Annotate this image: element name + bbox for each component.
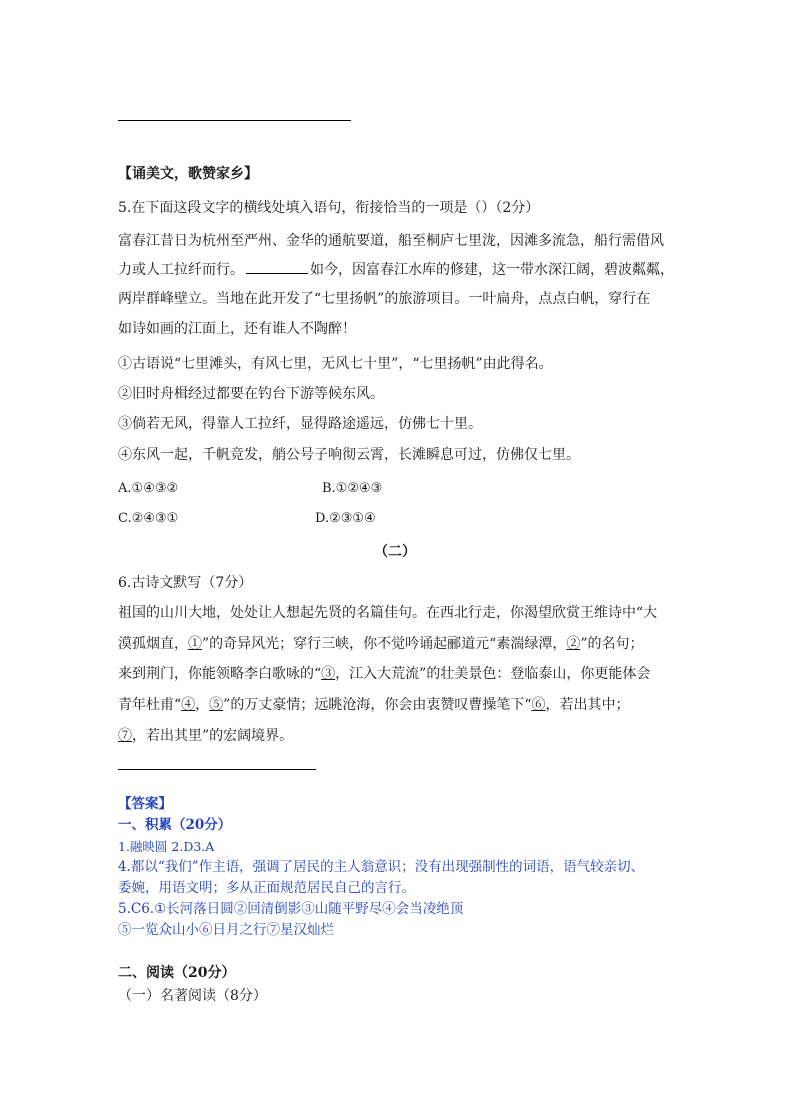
q6-line-4b: ”的万丈豪情；远眺沧海，你会由衷赞叹曹操笔下“: [223, 697, 532, 713]
q6-line-2: [118, 633, 644, 653]
section-title: 【诵美文，歌赞家乡】: [118, 166, 258, 182]
q5-option-c: C.②④③①: [118, 511, 179, 526]
answer-1: 1.融映圆 2.D3.A: [118, 839, 215, 854]
q6-line-3a: 来到荆门，你能领略李白歌咏的“: [118, 666, 322, 682]
answers-part-2-sub: （一）名著阅读（8分）: [118, 988, 267, 1004]
q5-option-d: D.②③①④: [315, 511, 376, 526]
answer-4-line-1: 4.都以“我们”作主语，强调了居民的主人翁意识；没有出现强制性的词语，语气较亲切、: [118, 859, 645, 875]
q6-line-4: [118, 694, 630, 714]
q5-passage-line-3: 两岸群峰壁立。当地在此开发了“七里扬帆”的旅游项目。一叶扁舟，点点白帆，穿行在: [118, 291, 651, 307]
q6-line-5b: ，若出其里”的宏阔境界。: [132, 728, 294, 744]
answer-4-line-2: 委婉，用语文明；多从正面规范居民自己的言行。: [118, 880, 415, 896]
blank-marker-7: ⑦: [118, 728, 132, 744]
answers-heading: 【答案】: [118, 796, 172, 812]
q5-passage-line-2a: 力或人工拉纤而行。: [118, 262, 244, 278]
q5-option-a: A.①④③②: [118, 481, 179, 496]
separator-top: [118, 120, 351, 121]
q6-line-4a: 青年杜甫“: [118, 697, 182, 713]
q5-passage-line-4: 如诗如画的江面上，还有谁人不陶醉！: [118, 321, 356, 337]
q5-sentence-4: ④东风一起，千帆竞发，艄公号子响彻云霄，长滩瞬息可过，仿佛仅七里。: [118, 447, 580, 463]
q5-option-b: B.①②④③: [322, 481, 383, 496]
q6-line-1: 祖国的山川大地，处处让人想起先贤的名篇佳句。在西北行走，你渴望欣赏王维诗中“大: [118, 605, 658, 621]
blank-marker-4: ④: [181, 697, 196, 713]
blank-marker-5: ⑤: [209, 697, 224, 713]
answer-5-line-1: 5.C6.①长河落日圆②回清倒影③山随平野尽④会当凌绝顶: [118, 901, 464, 917]
q5-sentence-1: ①古语说“七里滩头，有风七里，无风七十里”，“七里扬帆”由此得名。: [118, 356, 553, 372]
blank-marker-3: ③: [321, 666, 336, 682]
part-two-heading: （二）: [374, 544, 416, 560]
q6-line-3b: ，江入大荒流”的壮美景色：登临泰山，你更能体会: [335, 666, 651, 682]
blank-marker-1: ①: [188, 636, 202, 652]
answers-part-1: 一、积累（20分）: [118, 817, 232, 833]
q5-sentence-2: ②旧时舟楫经过都要在钓台下游等候东风。: [118, 386, 384, 402]
q6-line-4-sep: ，: [195, 697, 210, 713]
q6-line-5: [118, 725, 293, 745]
question-5-stem: 5.在下面这段文字的横线处填入语句，衔接恰当的一项是（）（2分）: [118, 200, 540, 216]
q6-line-2c: ”的名句；: [580, 636, 644, 652]
answer-5-line-2: ⑤一览众山小⑥日月之行⑦星汉灿烂: [118, 922, 334, 938]
q6-line-2a: 漠孤烟直，: [118, 636, 188, 652]
q6-line-3: [118, 663, 650, 683]
fill-blank: [246, 261, 308, 274]
q5-passage-line-2: [118, 259, 674, 279]
question-6-stem: 6.古诗文默写（7分）: [118, 575, 253, 591]
blank-marker-2: ②: [566, 636, 581, 652]
separator-bottom: [118, 769, 316, 770]
blank-marker-6: ⑥: [531, 697, 546, 713]
q5-sentence-3: ③倘若无风，得靠人工拉纤，显得路途遥远，仿佛七十里。: [118, 416, 482, 432]
q5-passage-line-1: 富春江昔日为杭州至严州、金华的通航要道，船至桐庐七里泷，因滩多流急，船行需借风: [118, 233, 664, 249]
q6-line-2b: ”的奇异风光；穿行三峡，你不觉吟诵起郦道元“素湍绿潭，: [202, 636, 567, 652]
q6-line-4c: ，若出其中；: [545, 697, 630, 713]
q5-passage-line-2b: 如今，因富春江水库的修建，这一带水深江阔，碧波粼粼，: [310, 262, 674, 278]
answers-part-2: 二、阅读（20分）: [118, 965, 236, 981]
